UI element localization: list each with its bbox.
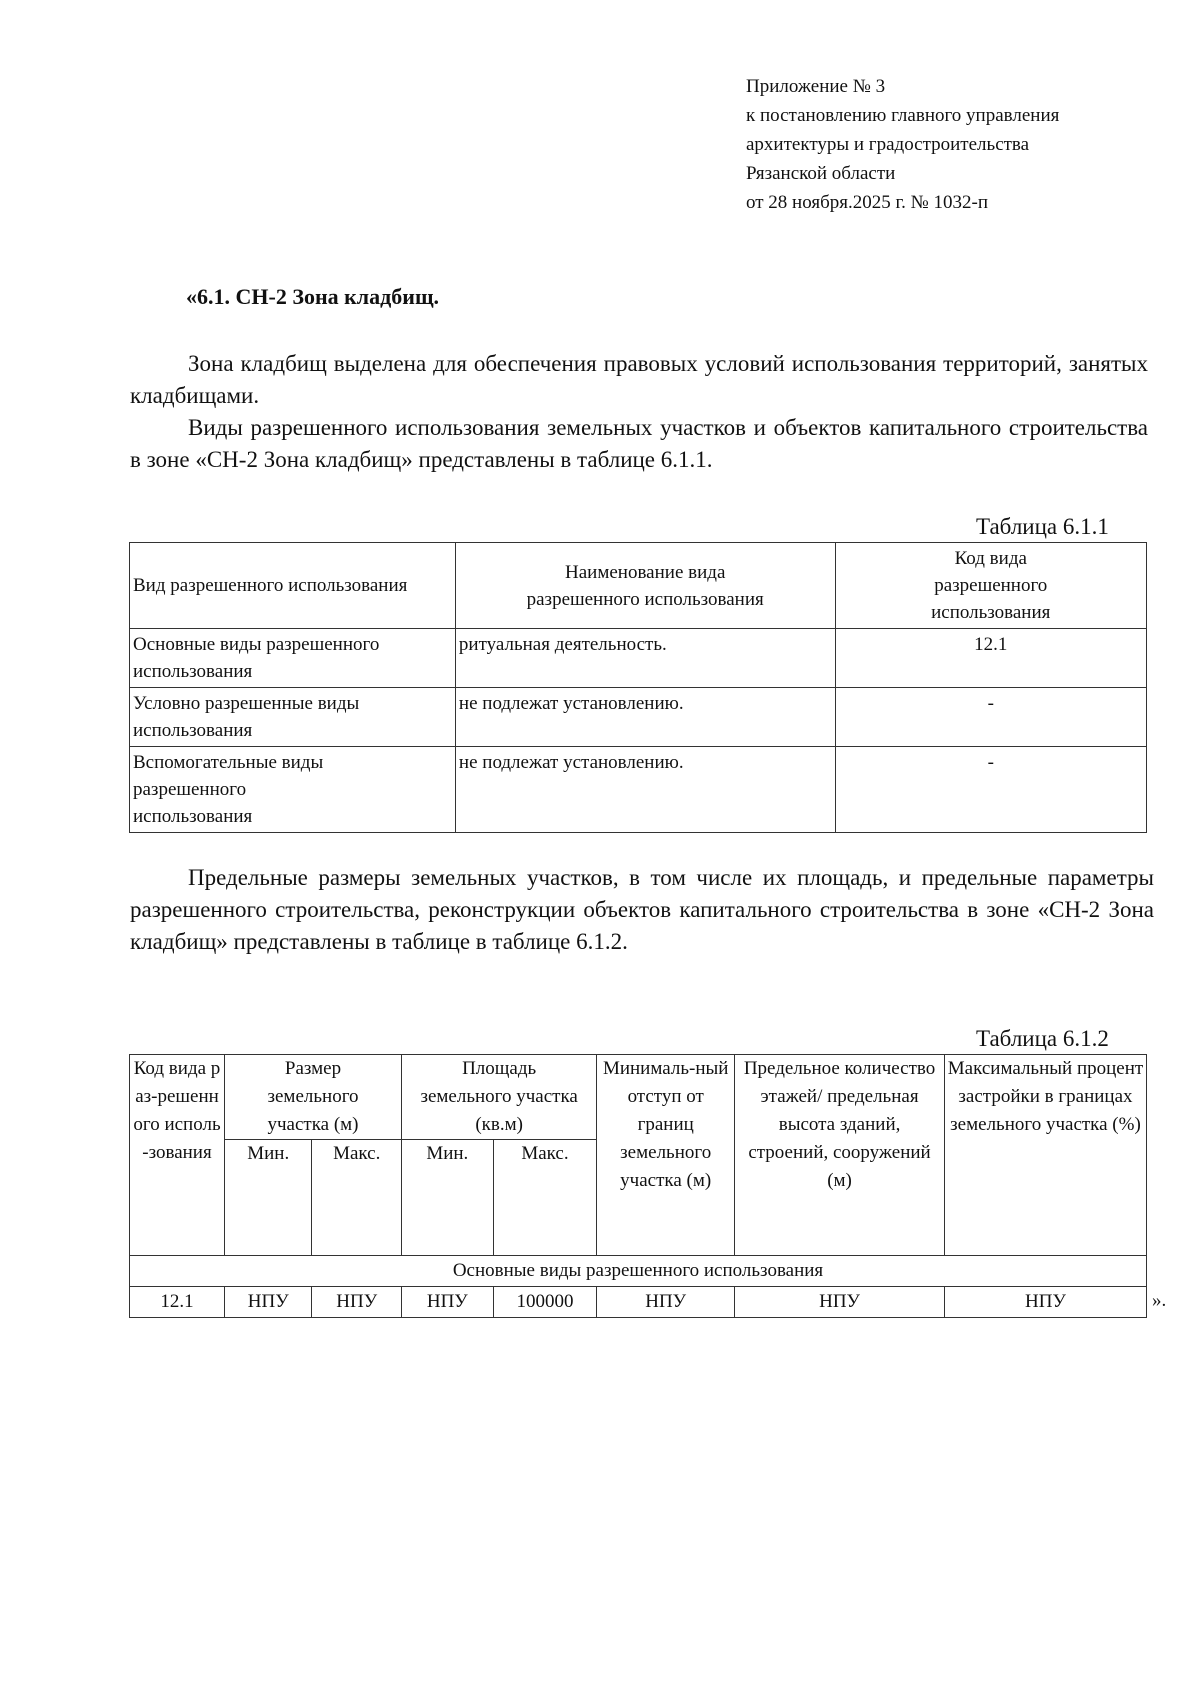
table-cell: НПУ	[597, 1287, 735, 1318]
header-cell	[455, 543, 835, 629]
header-cell	[130, 1055, 225, 1256]
header-cell-text: Площадь земельного участка (кв.м)	[420, 1058, 578, 1135]
header-cell-min: Мин.	[225, 1140, 312, 1256]
appendix-line: Рязанской области	[746, 163, 896, 184]
header-cell	[835, 543, 1147, 629]
header-cell-text: Максимальный процент застройки в границах земельного участка (%)	[947, 1058, 1144, 1135]
header-cell	[402, 1055, 597, 1140]
table-cell-text: Условно разрешенные виды использования	[133, 693, 360, 741]
table-cell	[130, 629, 456, 688]
table-header-row	[130, 543, 1147, 629]
table-cell: НПУ	[944, 1287, 1146, 1318]
appendix-line: архитектуры и градостроительства	[746, 134, 1030, 155]
limits-table	[129, 1054, 1147, 1318]
header-cell-min: Мин.	[402, 1140, 494, 1256]
header-cell-text: Наименование вида разрешенного использования	[526, 561, 764, 610]
table-cell: не подлежат установлению.	[455, 688, 835, 747]
table-cell: не подлежат установлению.	[455, 747, 835, 833]
table-cell: 12.1	[130, 1287, 225, 1318]
table1-caption: Таблица 6.1.1	[976, 514, 1109, 539]
table-group-row	[130, 1256, 1147, 1287]
header-cell-max: Макс.	[312, 1140, 402, 1256]
header-cell	[735, 1055, 945, 1256]
header-cell-text: Код вида раз-решенного исполь-зования	[133, 1058, 221, 1163]
group-label: Основные виды разрешенного использования	[130, 1256, 1147, 1287]
header-cell: Вид разрешенного использования	[130, 543, 456, 629]
table-cell-text: Вспомогательные виды разрешенного использования	[133, 752, 324, 827]
table-row	[130, 688, 1147, 747]
table-row	[130, 629, 1147, 688]
table-cell: ритуальная деятельность.	[455, 629, 835, 688]
table-cell	[130, 747, 456, 833]
header-cell-max: Макс.	[493, 1140, 597, 1256]
section-title: «6.1. СН-2 Зона кладбищ.	[186, 284, 440, 309]
table-row	[130, 1287, 1147, 1318]
usage-types-table	[129, 542, 1147, 833]
table-cell: НПУ	[312, 1287, 402, 1318]
table2-caption: Таблица 6.1.2	[976, 1026, 1109, 1051]
appendix-header	[746, 72, 1059, 217]
header-cell	[944, 1055, 1146, 1256]
closing-quote-mark: ».	[1152, 1290, 1167, 1311]
appendix-line: к постановлению главного управления	[746, 105, 1060, 126]
table-cell	[130, 688, 456, 747]
table-cell: -	[835, 688, 1147, 747]
appendix-line: от 28 ноября.2025 г. № 1032-п	[746, 192, 989, 213]
table-cell: НПУ	[402, 1287, 494, 1318]
paragraph-usage-types: Виды разрешенного использования земельных участков и объектов капитального строительства в зоне «СН-2 Зона кладбищ» представлены в таблице 6.1.1.	[130, 415, 1148, 472]
header-cell-text: Минималь-ный отступ от границ земельного участка (м)	[602, 1058, 729, 1191]
table-cell: НПУ	[225, 1287, 312, 1318]
paragraph-limits: Предельные размеры земельных участков, в том числе их площадь, и предельные параметры разрешенного строительства, реконструкции объектов капитального строительства в зоне «СН-2 Зона кладбищ» представлены в таблице в таблице 6.1.2.	[130, 865, 1154, 954]
appendix-line: Приложение № 3	[746, 76, 886, 97]
paragraph-zone-purpose: Зона кладбищ выделена для обеспечения правовых условий использования территорий, занятых кладбищами.	[130, 351, 1148, 408]
table-cell-text: Основные виды разрешенного использования	[133, 634, 380, 682]
header-cell	[225, 1055, 402, 1140]
table-row	[130, 747, 1147, 833]
table-cell: 12.1	[835, 629, 1147, 688]
table-cell: 100000	[493, 1287, 597, 1318]
table-header-row	[130, 1055, 1147, 1140]
table-cell: НПУ	[735, 1287, 945, 1318]
header-cell	[597, 1055, 735, 1256]
table-cell: -	[835, 747, 1147, 833]
header-cell-text: Предельное количество этажей/ предельная высота зданий, строений, сооружений (м)	[743, 1058, 936, 1191]
header-cell-text: Код вида разрешенного использования	[931, 548, 1051, 623]
header-cell-text: Размер земельного участка (м)	[267, 1058, 359, 1135]
